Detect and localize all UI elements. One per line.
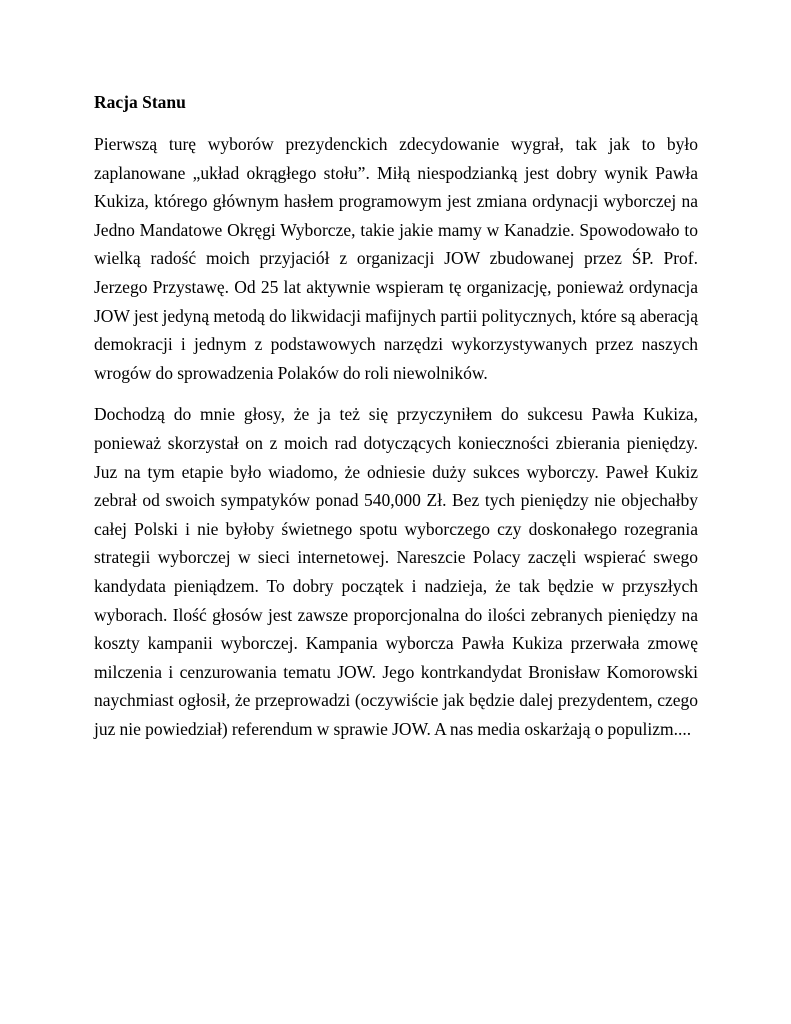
paragraph-2: Dochodzą do mnie głosy, że ja też się przyczyniłem do sukcesu Pawła Kukiza, ponieważ skorzystał on z moich rad dotyczących konieczności zbierania pieniędzy. Juz na tym etapie było wiadomo, że odniesie duży sukces wyborczy. Paweł Kukiz zebrał od swoich sympatyków ponad 540,000 Zł. Bez tych pieniędzy nie objechałby całej Polski i nie byłoby świetnego spotu wyborczego czy doskonałego rozegrania strategii wyborczej w sieci internetowej. Nareszcie Polacy zaczęli wspierać swego kandydata pieniądzem. To dobry początek i nadzieja, że tak będzie w przyszłych wyborach. Ilość głosów jest zawsze proporcjonalna do ilości zebranych pieniędzy na koszty kampanii wyborczej. Kampania wyborcza Pawła Kukiza przerwała zmowę milczenia i cenzurowania tematu JOW. Jego kontrkandydat Bronisław Komorowski naychmiast ogłosił, że przeprowadzi (oczywiście jak będzie dalej prezydentem, czego juz nie powiedział) referendum w sprawie JOW. A nas media oskarżają o populizm.... — [94, 404, 698, 739]
document-page — [94, 88, 698, 756]
document-title: Racja Stanu — [94, 92, 186, 112]
paragraph-1: Pierwszą turę wyborów prezydenckich zdecydowanie wygrał, tak jak to było zaplanowane „układ okrągłego stołu”. Miłą niespodzianką jest dobry wynik Pawła Kukiza, którego głównym hasłem programowym jest zmiana ordynacji wyborczej na Jedno Mandatowe Okręgi Wyborcze, takie jakie mamy w Kanadzie. Spowodowało to wielką radość moich przyjaciół z organizacji JOW zbudowanej przez ŚP. Prof. Jerzego Przystawę. Od 25 lat aktywnie wspieram tę organizację, ponieważ ordynacja JOW jest jedyną metodą do likwidacji mafijnych partii politycznych, które są aberacją demokracji i jednym z podstawowych narzędzi wykorzystywanych przez naszych wrogów do sprowadzenia Polaków do roli niewolników. — [94, 134, 698, 383]
